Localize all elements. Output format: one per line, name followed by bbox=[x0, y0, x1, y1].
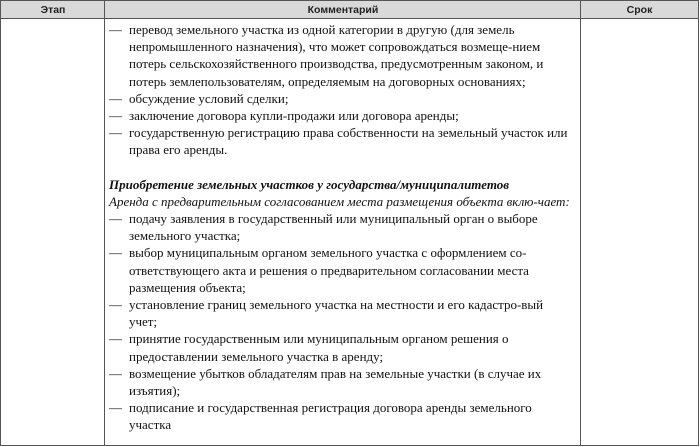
dash-marker: — bbox=[109, 211, 122, 227]
list-item bbox=[109, 124, 574, 158]
column-divider bbox=[580, 1, 581, 445]
section-title: Приобретение земельных участков у государства/муниципалитетов bbox=[109, 176, 510, 192]
list-item bbox=[109, 21, 574, 90]
list-item-text: заключение договора купли-продажи или договора аренды; bbox=[129, 108, 459, 124]
list-item-text: государственную регистрацию права собственности на земельный участок или права его аренды. bbox=[129, 125, 568, 158]
dash-marker: — bbox=[109, 22, 122, 37]
column-header-stage: Этап bbox=[40, 4, 66, 16]
list-item bbox=[109, 210, 574, 244]
spacer bbox=[109, 159, 574, 176]
dash-marker: — bbox=[109, 331, 122, 347]
list-item bbox=[109, 399, 574, 433]
list-purchase-steps bbox=[109, 21, 574, 159]
list-item bbox=[109, 244, 574, 296]
list-item bbox=[109, 330, 574, 364]
list-item bbox=[109, 296, 574, 330]
dash-marker: — bbox=[109, 297, 122, 313]
dash-marker: — bbox=[109, 400, 122, 416]
comment-cell bbox=[109, 21, 574, 434]
dash-marker: — bbox=[109, 365, 122, 381]
dash-marker: — bbox=[109, 125, 122, 141]
section-intro: Аренда с предварительным согласованием места размещения объекта вклю-чает: bbox=[109, 193, 570, 209]
dash-marker: — bbox=[109, 90, 122, 106]
column-divider bbox=[104, 1, 105, 445]
list-item-text: выбор муниципальным органом земельного участка с оформлением со-ответствующего акта и решения о предварительном согласовании места размещения объекта; bbox=[129, 245, 529, 295]
column-header-term: Срок bbox=[626, 4, 653, 16]
list-item-text: перевод земельного участка из одной категории в другую (для земель непромышленного назначения), что может сопровождаться возмеще-нием потерь сельскохозяйственного производства, предусмотренным законом, и потерь землепользователям, определяемым на договорных основаниях; bbox=[129, 22, 544, 89]
dash-marker: — bbox=[109, 245, 122, 261]
list-item-text: обсуждение условий сделки; bbox=[129, 90, 289, 106]
list-item-text: подачу заявления в государственный или муниципальный орган о выборе земельного участка; bbox=[129, 211, 538, 244]
list-item-text: возмещение убытков обладателям прав на земельные участки (в случае их изъятия); bbox=[129, 365, 542, 399]
list-item-text: подписание и государственная регистрация договора аренды земельного участка bbox=[129, 400, 532, 433]
list-item bbox=[109, 107, 574, 124]
list-lease-steps bbox=[109, 210, 574, 434]
list-item-text: установление границ земельного участка на местности и его кадастро-вый учет; bbox=[129, 297, 544, 330]
column-header-comment: Комментарий bbox=[307, 4, 379, 16]
list-item-text: принятие государственным или муниципальным органом решения о предоставлении земельного участка в аренду; bbox=[129, 331, 509, 364]
table-header bbox=[1, 1, 698, 19]
list-item bbox=[109, 365, 574, 399]
dash-marker: — bbox=[109, 108, 122, 124]
list-item bbox=[109, 90, 574, 107]
